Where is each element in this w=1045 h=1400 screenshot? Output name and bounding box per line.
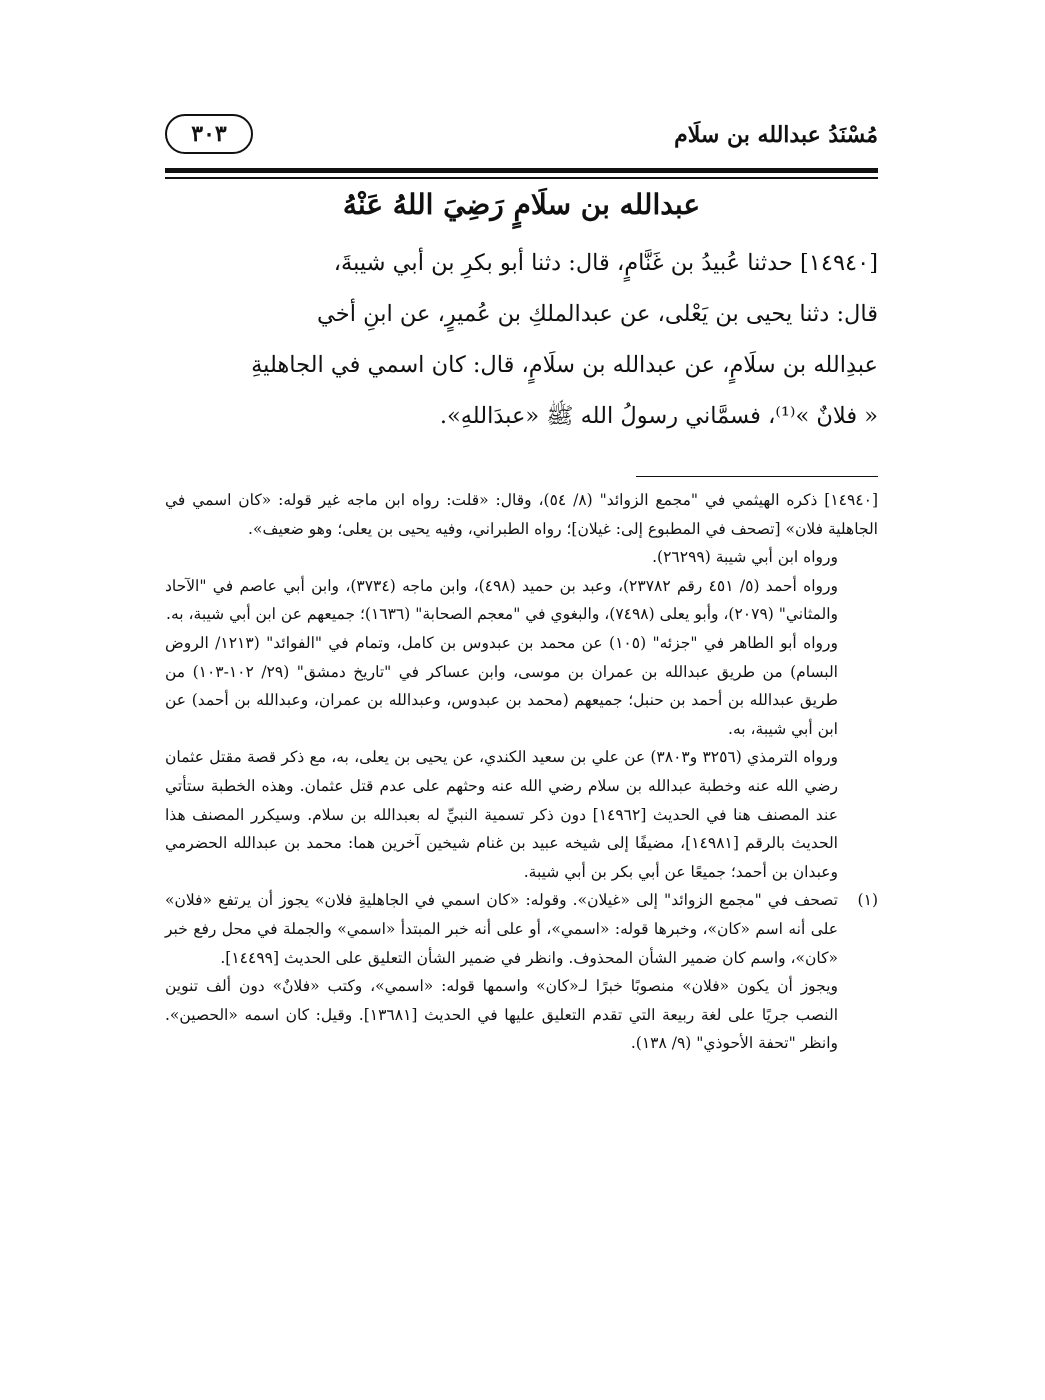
hadith-line: عبدِالله بن سلَامٍ، عن عبدالله بن سلَامٍ، قال: كان اسمي في الجاهليةِ [251,352,878,378]
hadith-text [165,238,878,442]
page-header [165,110,878,166]
takhrij-paragraph: ورواه ابن أبي شيبة (٢٦٢٩٩). [652,548,838,567]
header-rule-thin [165,177,878,179]
section-title: عبدالله بن سلَامٍ رَضِيَ اللهُ عَنْهُ [342,188,701,221]
hadith-line: [١٤٩٤٠] حدثنا عُبيدُ بن غَنَّامٍ، قال: دثنا أبو بكرِ بن أبي شيبةَ، [333,250,878,276]
footnote-1 [165,886,878,1058]
takhrij-paragraph: ورواه أبو الطاهر في "جزئه" (١٠٥) عن محمد بن عبدوس بن كامل، وتمام في "الفوائد" (١٢١٣/ الروض البسام) من طريق عبدالله بن عمران بن موسى، وابن عساكر في "تاريخ دمشق" (٢٩/ ١٠٢-١٠٣) من طريق عبدالله بن أحمد بن حنبل؛ جميعهم (محمد بن عبدوس، وعبدالله بن عمران، وعبدالله بن أحمد) عن ابن أبي شيبة، به. [165,633,838,738]
footnote-paragraph: تصحف في "مجمع الزوائد" إلى «غيلان». وقوله: «كان اسمي في الجاهليةِ فلان» يجوز أن يرتفع «فلان» على أنه اسم «كان»، وخبرها قوله: «اسمي»، أو على أنه خبر المبتدأ «اسمي» والجملة في محل رفع خبر «كان»، واسم كان ضمير الشأن المحذوف. وانظر في ضمير الشأن التعليق على الحديث [١٤٤٩٩]. [165,891,838,967]
hadith-line: « فلانٌ »⁽¹⁾، فسمَّاني رسولُ الله ﷺ «عبدَاللهِ». [439,403,878,429]
page-number: ٣٠٣ [165,114,253,154]
footnote-separator [636,476,878,477]
footnotes [165,486,878,1058]
takhrij-paragraph: [١٤٩٤٠] ذكره الهيثمي في "مجمع الزوائد" (٨/ ٥٤)، وقال: «قلت: رواه ابن ماجه غير قوله: «كان اسمي في الجاهلية فلان» [تصحف في المطبوع إلى: غيلان]؛ رواه الطبراني، وفيه يحيى بن يعلى؛ وهو ضعيف». [165,491,879,538]
takhrij-paragraph: ورواه الترمذي (٣٢٥٦ و٣٨٠٣) عن علي بن سعيد الكندي، عن يحيى بن يعلى، به، مع ذكر قصة مقتل عثمان رضي الله عنه وخطبة عبدالله بن سلام رضي الله عنه وحثهم على عدم قتل عثمان. وهذه الخطبة ستأتي عند المصنف هنا في الحديث [١٤٩٦٢] دون ذكر تسمية النبيِّ له بعبدالله بن سلام. وسيكرر المصنف هذا الحديث بالرقم [١٤٩٨١]، مضيفًا إلى شيخه عبيد بن غنام شيخين آخرين هما: محمد بن عبدالله الحضرمي وعبدان بن أحمد؛ جميعًا عن أبي بكر بن أبي شيبة. [165,748,838,881]
takhrij-paragraph: ورواه أحمد (٥/ ٤٥١ رقم ٢٣٧٨٢)، وعبد بن حميد (٤٩٨)، وابن ماجه (٣٧٣٤)، وابن أبي عاصم في "الآحاد والمثاني" (٢٠٧٩)، وأبو يعلى (٧٤٩٨)، والبغوي في "معجم الصحابة" (١٦٣٦)؛ جميعهم عن ابن أبي شيبة، به. [165,576,839,624]
footnote-paragraph: ويجوز أن يكون «فلان» منصوبًا خبرًا لـ«كان» واسمها قوله: «اسمي»، وكتب «فلانٌ» دون ألف تنوين النصب جريًا على لغة ربيعة التي تقدم التعليق عليها في الحديث [١٣٦٨١]. وقيل: كان اسمه «الحصين». وانظر "تحفة الأحوذي" (٩/ ١٣٨). [165,977,838,1053]
hadith-line: قال: دثنا يحيى بن يَعْلى، عن عبدالملكِ بن عُميرٍ، عن ابنِ أخي [317,301,878,327]
footnote-marker: (١) [857,891,878,910]
header-rule-thick [165,168,878,173]
running-head: مُسْنَدُ عبدالله بن سلَام [674,122,878,148]
